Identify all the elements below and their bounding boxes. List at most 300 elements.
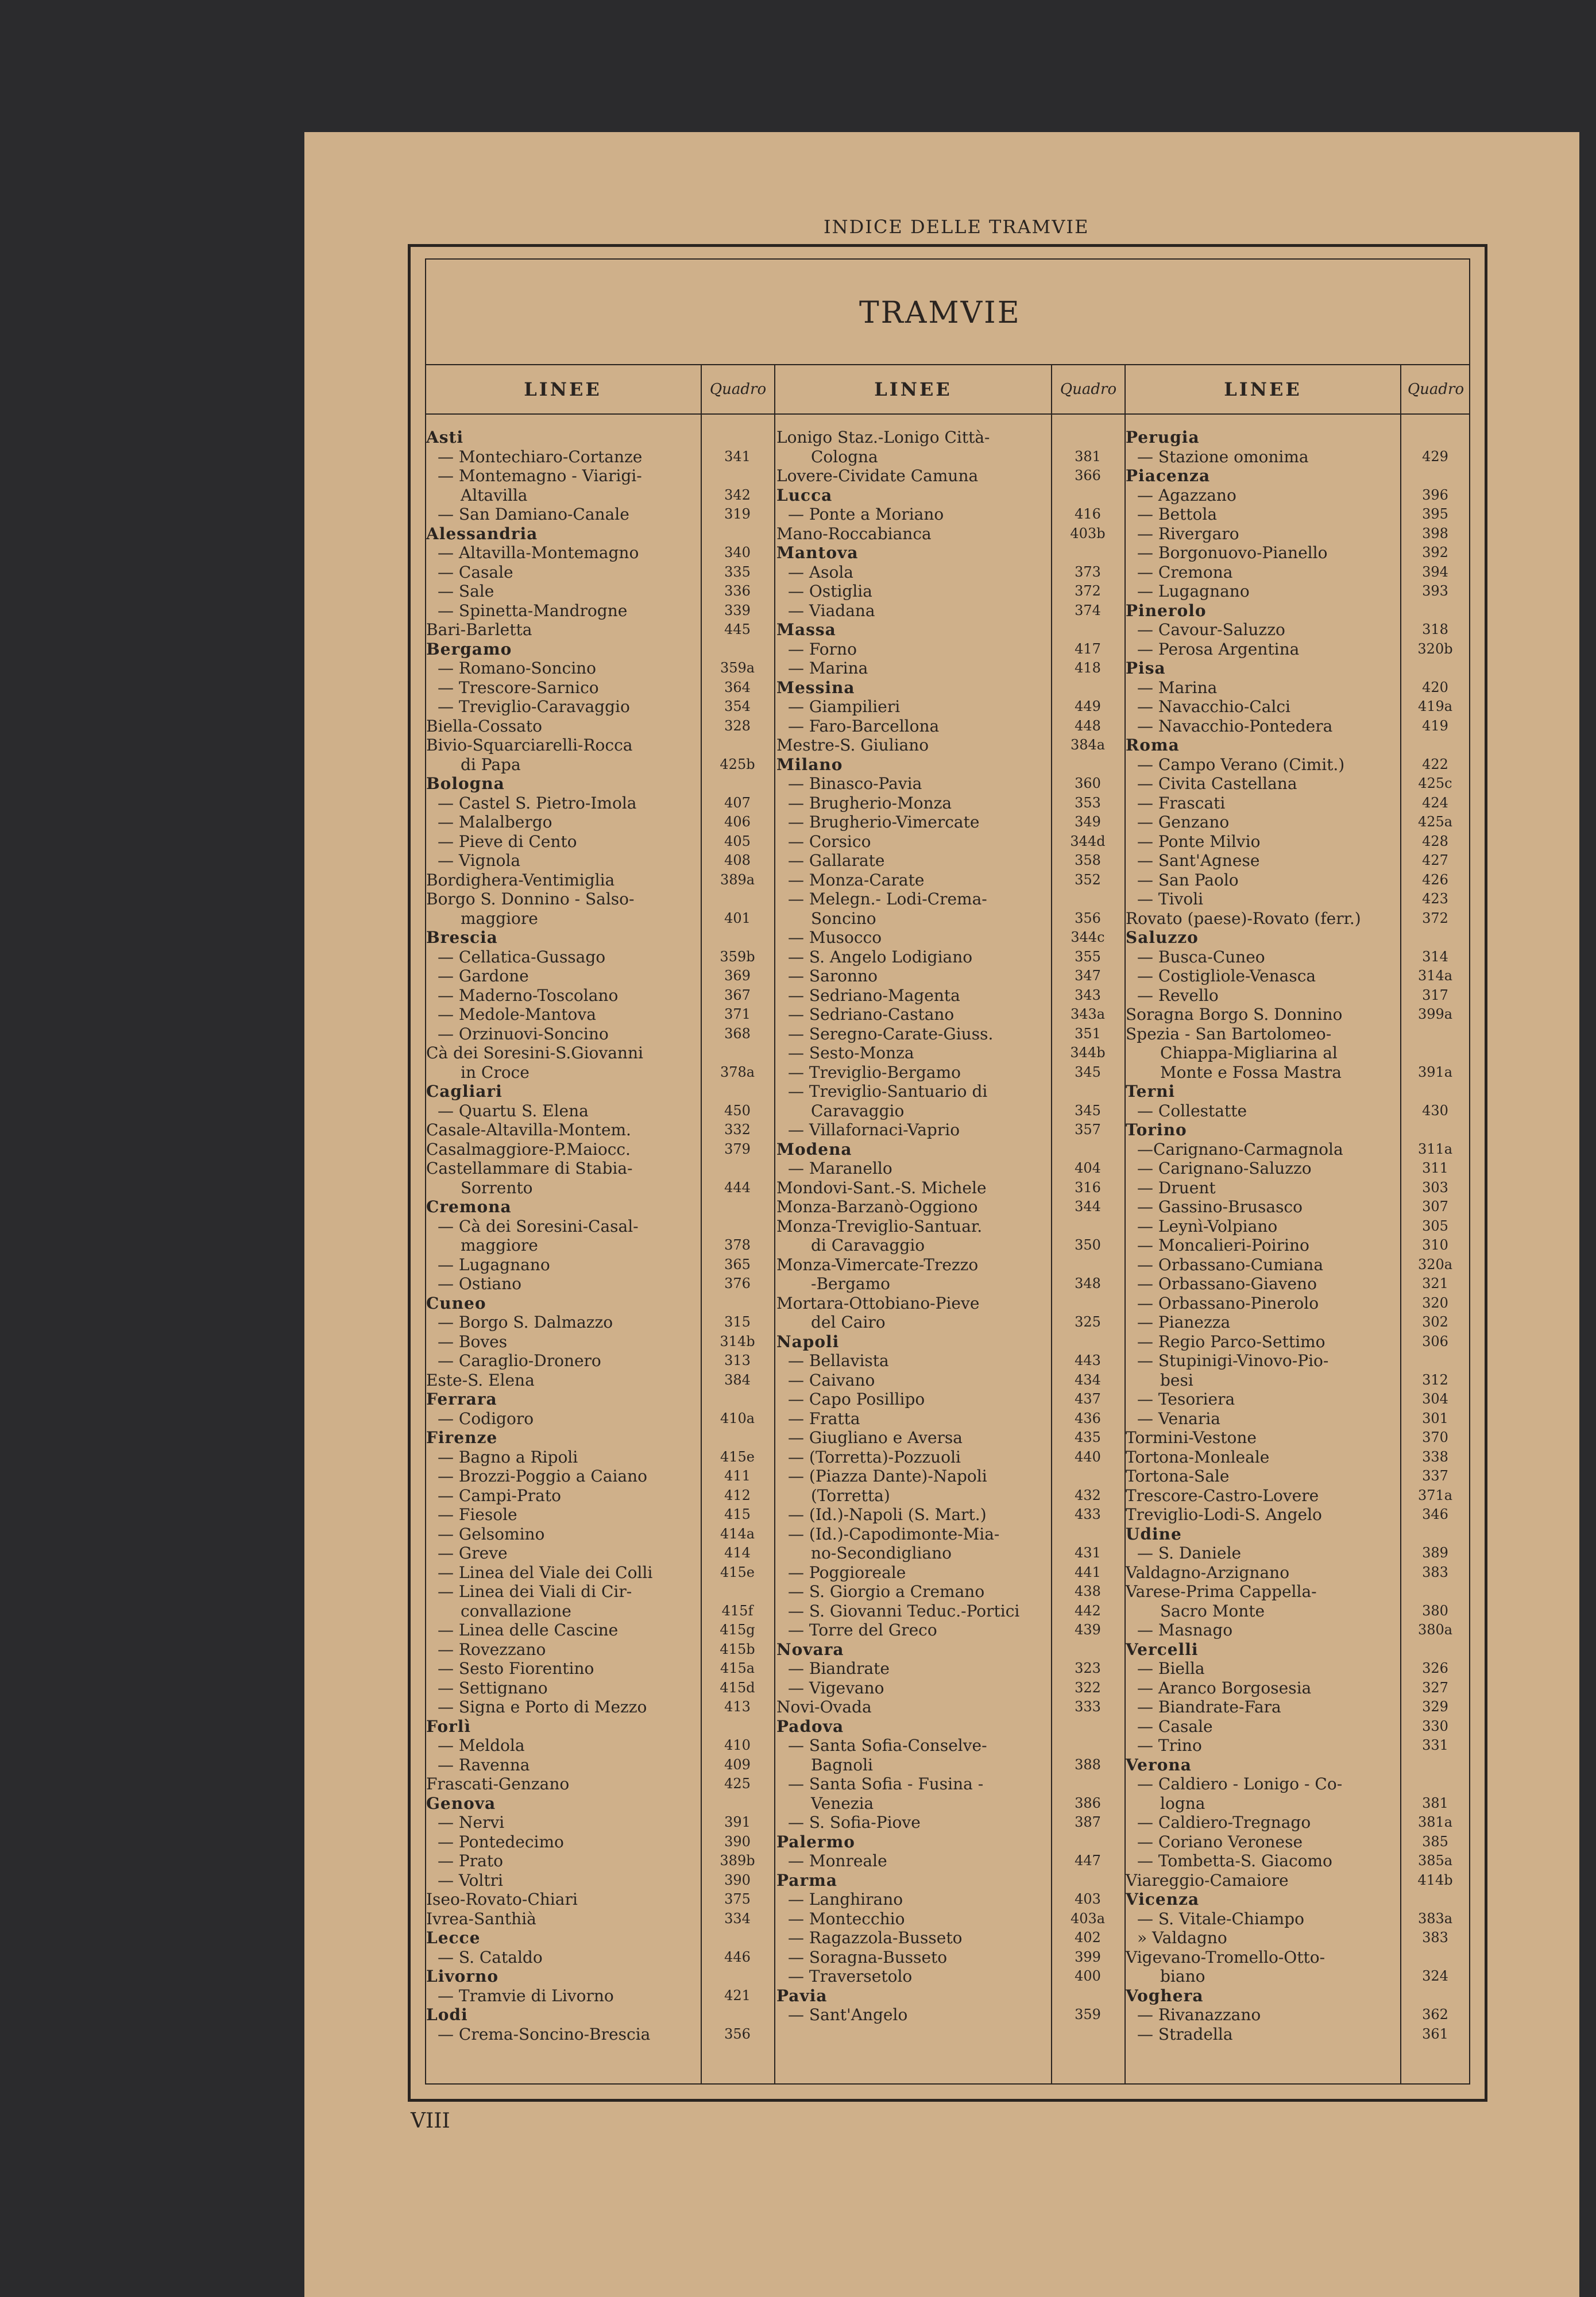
line-name: — Perosa Argentina bbox=[1137, 639, 1300, 659]
line-name: — Cellatica-Gussago bbox=[438, 947, 606, 966]
index-entry bbox=[1126, 986, 1470, 1006]
quadro-number: 356 bbox=[1075, 910, 1101, 926]
quadro-number: 353 bbox=[1075, 794, 1101, 811]
index-entry bbox=[426, 1679, 774, 1698]
quadro-number: 336 bbox=[724, 583, 751, 599]
line-name: — Treviglio-Caravaggio bbox=[438, 697, 630, 716]
index-entry bbox=[426, 948, 774, 967]
index-entry bbox=[1126, 774, 1470, 794]
index-entry bbox=[426, 1024, 774, 1044]
quadro-number: 379 bbox=[724, 1140, 751, 1157]
city-name: Messina bbox=[776, 678, 855, 697]
quadro-number: 303 bbox=[1422, 1179, 1448, 1196]
quadro-number: 371 bbox=[724, 1006, 751, 1022]
line-name: besi bbox=[1160, 1370, 1193, 1390]
index-entry bbox=[1126, 1294, 1470, 1313]
quadro-number: 447 bbox=[1075, 1853, 1101, 1869]
quadro-number: 338 bbox=[1422, 1448, 1448, 1465]
quadro-number: 440 bbox=[1075, 1448, 1101, 1465]
index-entry bbox=[1126, 1679, 1470, 1698]
index-entry bbox=[1126, 1948, 1470, 1967]
quadro-number: 350 bbox=[1075, 1237, 1101, 1253]
index-entry bbox=[426, 678, 774, 698]
city-name: Forlì bbox=[426, 1716, 472, 1736]
line-name: — Masnago bbox=[1137, 1621, 1233, 1639]
quadro-number: 364 bbox=[724, 679, 751, 695]
index-entry bbox=[776, 1851, 1124, 1871]
line-name: — Bagno a Ripoli bbox=[438, 1447, 578, 1467]
index-entry bbox=[776, 447, 1124, 467]
page-title: TRAMVIE bbox=[859, 296, 1021, 330]
line-name: — Biella bbox=[1137, 1659, 1205, 1678]
line-name: — Seregno-Carate-Giuss. bbox=[788, 1024, 994, 1043]
city-name: Livorno bbox=[426, 1967, 499, 1986]
index-entry bbox=[426, 1043, 774, 1063]
city-name: Firenze bbox=[426, 1428, 498, 1447]
index-entry bbox=[426, 1851, 774, 1871]
index-entry bbox=[776, 1544, 1124, 1563]
line-name: -Bergamo bbox=[811, 1274, 891, 1293]
quadro-number: 450 bbox=[724, 1102, 751, 1119]
line-name: — (Id.)-Capodimonte-Mia- bbox=[788, 1524, 1000, 1544]
city-name: Cuneo bbox=[426, 1293, 486, 1313]
index-entry bbox=[426, 2025, 774, 2044]
index-entry bbox=[1126, 582, 1470, 601]
city-name: Pisa bbox=[1126, 659, 1166, 678]
city-heading bbox=[1126, 1755, 1470, 1775]
line-name: — Pieve di Cento bbox=[438, 832, 577, 851]
index-entry bbox=[426, 1101, 774, 1121]
index-entry bbox=[426, 813, 774, 832]
index-entry bbox=[1126, 1967, 1470, 1986]
quadro-number: 316 bbox=[1075, 1179, 1101, 1196]
line-name: — Bettola bbox=[1137, 505, 1218, 524]
index-entry bbox=[1126, 2025, 1470, 2044]
line-name: Iseo-Rovato-Chiari bbox=[426, 1890, 578, 1909]
line-name: » Valdagno bbox=[1137, 1928, 1227, 1947]
line-name: — Codigoro bbox=[438, 1409, 534, 1428]
city-name: Roma bbox=[1126, 736, 1180, 755]
line-name: — Maranello bbox=[788, 1159, 892, 1178]
index-entry bbox=[426, 1120, 774, 1140]
line-name: — Malalbergo bbox=[438, 813, 552, 832]
line-name: — Brozzi-Poggio a Caiano bbox=[438, 1467, 648, 1486]
line-name: Casale-Altavilla-Montem. bbox=[426, 1120, 631, 1139]
quadro-number: 383a bbox=[1417, 1910, 1453, 1927]
quadro-number: 407 bbox=[724, 794, 751, 811]
city-heading bbox=[426, 1967, 774, 1986]
quadro-number: 381a bbox=[1417, 1814, 1453, 1830]
index-entry bbox=[1126, 1101, 1470, 1121]
quadro-number: 319 bbox=[724, 506, 751, 522]
quadro-number: 361 bbox=[1422, 2025, 1448, 2042]
line-name: Tortona-Monleale bbox=[1126, 1447, 1270, 1467]
index-entry bbox=[776, 640, 1124, 659]
quadro-number: 432 bbox=[1075, 1487, 1101, 1503]
index-entry bbox=[1126, 1217, 1470, 1236]
line-name: — Meldola bbox=[438, 1736, 525, 1755]
city-name: Torino bbox=[1126, 1120, 1187, 1139]
line-name: — Viadana bbox=[788, 601, 875, 620]
index-entry bbox=[1126, 1313, 1470, 1332]
index-entry bbox=[776, 986, 1124, 1006]
quadro-number: 403 bbox=[1075, 1891, 1101, 1907]
line-name: Tormini-Vestone bbox=[1126, 1428, 1257, 1447]
index-entry bbox=[1126, 717, 1470, 736]
quadro-number: 311 bbox=[1422, 1160, 1448, 1176]
city-heading bbox=[776, 486, 1124, 505]
quadro-number: 322 bbox=[1075, 1679, 1101, 1696]
index-entry bbox=[426, 1505, 774, 1525]
index-entry bbox=[776, 1159, 1124, 1178]
quadro-number: 390 bbox=[724, 1871, 751, 1888]
quadro-number: 325 bbox=[1075, 1314, 1101, 1330]
quadro-number: 320b bbox=[1417, 640, 1453, 657]
line-name: Chiappa-Migliarina al bbox=[1160, 1043, 1338, 1062]
line-name: — Marina bbox=[1137, 678, 1218, 697]
line-name: in Croce bbox=[461, 1062, 530, 1082]
index-entry bbox=[776, 1024, 1124, 1044]
city-name: Asti bbox=[426, 428, 464, 447]
city-name: Bergamo bbox=[426, 639, 512, 659]
index-entry bbox=[426, 1467, 774, 1486]
line-name: Biella-Cossato bbox=[426, 716, 542, 736]
index-entry bbox=[1126, 1428, 1470, 1448]
quadro-number: 411 bbox=[724, 1468, 751, 1484]
city-name: Pinerolo bbox=[1126, 601, 1207, 620]
index-entry bbox=[426, 1813, 774, 1832]
quadro-number: 388 bbox=[1075, 1756, 1101, 1773]
index-column-1 bbox=[426, 428, 774, 2044]
quadro-number: 314a bbox=[1417, 968, 1453, 984]
index-entry bbox=[776, 1390, 1124, 1409]
line-name: — Orbassano-Pinerolo bbox=[1137, 1293, 1319, 1313]
index-entry bbox=[776, 1101, 1124, 1121]
line-name: — Castel S. Pietro-Imola bbox=[438, 793, 637, 813]
city-heading bbox=[1126, 659, 1470, 678]
index-entry bbox=[776, 1697, 1124, 1717]
quadro-number: 410 bbox=[724, 1737, 751, 1753]
quadro-number: 360 bbox=[1075, 775, 1101, 791]
quadro-number: 414b bbox=[1417, 1871, 1453, 1888]
line-name: — Montecchio bbox=[788, 1909, 905, 1928]
line-name: — Coriano Veronese bbox=[1137, 1832, 1303, 1851]
line-name: — Vigevano bbox=[788, 1678, 884, 1697]
line-name: Rovato (paese)-Rovato (ferr.) bbox=[1126, 908, 1361, 928]
index-entry bbox=[426, 1063, 774, 1082]
line-name: Ivrea-Santhià bbox=[426, 1909, 536, 1928]
page-number: VIII bbox=[411, 2109, 450, 2133]
city-heading bbox=[426, 524, 774, 544]
line-name: — Tramvie di Livorno bbox=[438, 1986, 614, 2005]
city-heading bbox=[1126, 736, 1470, 755]
city-name: Napoli bbox=[776, 1332, 840, 1351]
quadro-number: 372 bbox=[1422, 910, 1448, 926]
index-entry bbox=[426, 1909, 774, 1929]
index-entry bbox=[776, 948, 1124, 967]
quadro-number: 406 bbox=[724, 814, 751, 830]
index-entry bbox=[776, 466, 1124, 486]
line-name: Cà dei Soresini-S.Giovanni bbox=[426, 1043, 643, 1062]
line-name: — Revello bbox=[1137, 985, 1219, 1005]
index-entry bbox=[426, 1697, 774, 1717]
quadro-number: 386 bbox=[1075, 1795, 1101, 1811]
index-entry bbox=[1126, 1409, 1470, 1429]
quadro-number: 346 bbox=[1422, 1506, 1448, 1522]
index-entry bbox=[1126, 697, 1470, 717]
quadro-number: 394 bbox=[1422, 563, 1448, 580]
index-entry bbox=[426, 1274, 774, 1294]
quadro-number: 359b bbox=[720, 948, 755, 965]
index-entry bbox=[776, 1063, 1124, 1082]
quadro-number: 359a bbox=[720, 660, 755, 676]
city-name: Novara bbox=[776, 1639, 844, 1659]
quadro-number: 337 bbox=[1422, 1468, 1448, 1484]
index-entry bbox=[1126, 1505, 1470, 1525]
quadro-number: 313 bbox=[724, 1352, 751, 1368]
city-heading bbox=[776, 1717, 1124, 1737]
line-name: — Gassino-Brusasco bbox=[1137, 1197, 1303, 1216]
quadro-number: 414a bbox=[720, 1525, 755, 1542]
line-name: — Asola bbox=[788, 562, 853, 582]
index-entry bbox=[776, 505, 1124, 524]
line-name: — Melegn.- Lodi-Crema- bbox=[788, 890, 987, 908]
quadro-number: 348 bbox=[1075, 1275, 1101, 1291]
line-name: Lonigo Staz.-Lonigo Città- bbox=[776, 428, 990, 447]
line-name: — San Damiano-Canale bbox=[438, 505, 629, 524]
city-name: Lecce bbox=[426, 1928, 481, 1947]
index-entry bbox=[776, 1505, 1124, 1525]
quadro-number: 415b bbox=[720, 1641, 755, 1657]
quadro-number: 368 bbox=[724, 1025, 751, 1042]
line-name: — Monza-Carate bbox=[788, 870, 925, 890]
quadro-number: 417 bbox=[1075, 640, 1101, 657]
index-entry bbox=[426, 1621, 774, 1640]
line-name: Varese-Prima Cappella- bbox=[1126, 1582, 1317, 1601]
quadro-number: 396 bbox=[1422, 486, 1448, 503]
line-name: — Treviglio-Santuario di bbox=[788, 1082, 988, 1101]
quadro-number: 301 bbox=[1422, 1410, 1448, 1426]
line-name: — Leynì-Volpiano bbox=[1137, 1216, 1278, 1236]
line-name: maggiore bbox=[461, 1236, 538, 1255]
line-name: Monza-Treviglio-Santuar. bbox=[776, 1216, 983, 1236]
index-entry bbox=[426, 601, 774, 621]
quadro-number: 378a bbox=[720, 1064, 755, 1080]
index-entry bbox=[426, 736, 774, 755]
quadro-number: 383 bbox=[1422, 1929, 1448, 1946]
quadro-number: 403a bbox=[1070, 1910, 1106, 1927]
city-heading bbox=[426, 2005, 774, 2025]
index-entry bbox=[1126, 1909, 1470, 1929]
quadro-number: 443 bbox=[1075, 1352, 1101, 1368]
city-heading bbox=[1126, 428, 1470, 447]
index-entry bbox=[1126, 563, 1470, 582]
quadro-number: 347 bbox=[1075, 968, 1101, 984]
quadro-number: 314 bbox=[1422, 948, 1448, 965]
quadro-number: 385a bbox=[1417, 1853, 1453, 1869]
city-name: Genova bbox=[426, 1793, 496, 1813]
line-name: — Sedriano-Castano bbox=[788, 1005, 954, 1024]
index-entry bbox=[776, 1659, 1124, 1679]
line-name: — Campi-Prato bbox=[438, 1486, 561, 1505]
line-name: — Nervi bbox=[438, 1813, 505, 1832]
city-name: Modena bbox=[776, 1139, 852, 1159]
index-entry bbox=[776, 1621, 1124, 1640]
index-entry bbox=[1126, 813, 1470, 832]
quadro-number: 442 bbox=[1075, 1602, 1101, 1619]
city-heading bbox=[1126, 1120, 1470, 1140]
quadro-number: 402 bbox=[1075, 1929, 1101, 1946]
index-entry bbox=[776, 1679, 1124, 1698]
line-name: — Maderno-Toscolano bbox=[438, 985, 619, 1005]
quadro-number: 343 bbox=[1075, 987, 1101, 1003]
quadro-number: 419a bbox=[1417, 698, 1453, 714]
index-entry bbox=[1126, 1274, 1470, 1294]
quadro-number: 366 bbox=[1075, 467, 1101, 484]
index-entry bbox=[1126, 1448, 1470, 1467]
city-name: Pavia bbox=[776, 1986, 828, 2005]
quadro-number: 320a bbox=[1417, 1256, 1453, 1273]
quadro-number: 356 bbox=[724, 2025, 751, 2042]
line-name: Mestre-S. Giuliano bbox=[776, 736, 929, 755]
line-name: — Linea dei Viali di Cir- bbox=[438, 1582, 632, 1601]
quadro-number: 415 bbox=[724, 1506, 751, 1522]
line-name: Mortara-Ottobiano-Pieve bbox=[776, 1293, 980, 1313]
line-name: — (Torretta)-Pozzuoli bbox=[788, 1447, 961, 1467]
city-heading bbox=[776, 1140, 1124, 1159]
index-entry bbox=[776, 966, 1124, 986]
quadro-number: 438 bbox=[1075, 1583, 1101, 1599]
line-name: — Settignano bbox=[438, 1678, 548, 1697]
quadro-number: 372 bbox=[1075, 583, 1101, 599]
index-entry bbox=[776, 794, 1124, 813]
city-heading bbox=[1126, 466, 1470, 486]
line-name: Bari-Barletta bbox=[426, 620, 532, 639]
index-entry bbox=[426, 794, 774, 813]
line-name: — Rivanazzano bbox=[1137, 2005, 1261, 2024]
index-entry bbox=[776, 1274, 1124, 1294]
line-name: Spezia - San Bartolomeo- bbox=[1126, 1024, 1332, 1043]
line-name: — Navacchio-Calci bbox=[1137, 697, 1290, 716]
index-entry bbox=[776, 1448, 1124, 1467]
index-entry bbox=[776, 1043, 1124, 1063]
running-head: INDICE DELLE TRAMVIE bbox=[824, 216, 1089, 238]
city-name: Alessandria bbox=[426, 524, 538, 543]
index-entry bbox=[426, 851, 774, 871]
quadro-number: 373 bbox=[1075, 563, 1101, 580]
quadro-number: 362 bbox=[1422, 2006, 1448, 2023]
quadro-number: 401 bbox=[724, 910, 751, 926]
index-entry bbox=[776, 1755, 1124, 1775]
index-entry bbox=[426, 1236, 774, 1255]
index-entry bbox=[1126, 1659, 1470, 1679]
city-heading bbox=[1126, 1640, 1470, 1660]
quadro-number: 391a bbox=[1417, 1064, 1453, 1080]
quadro-number: 415a bbox=[720, 1660, 755, 1676]
line-name: — Stazione omonima bbox=[1137, 447, 1309, 466]
line-name: — Brugherio-Monza bbox=[788, 793, 952, 813]
index-entry bbox=[426, 1486, 774, 1506]
quadro-number: 436 bbox=[1075, 1410, 1101, 1426]
line-name: — Fratta bbox=[788, 1409, 860, 1428]
quadro-number: 374 bbox=[1075, 602, 1101, 618]
quadro-number: 370 bbox=[1422, 1429, 1448, 1445]
index-entry bbox=[776, 1294, 1124, 1313]
line-name: — Saronno bbox=[788, 966, 878, 985]
index-entry bbox=[426, 1890, 774, 1909]
quadro-number: 376 bbox=[724, 1275, 751, 1291]
quadro-number: 345 bbox=[1075, 1064, 1101, 1080]
quadro-number: 385 bbox=[1422, 1833, 1448, 1850]
city-heading bbox=[426, 928, 774, 948]
line-name: — Pontedecimo bbox=[438, 1832, 564, 1851]
index-entry bbox=[776, 909, 1124, 929]
city-heading bbox=[1126, 1082, 1470, 1101]
quadro-number: 445 bbox=[724, 621, 751, 637]
line-name: — Sant'Agnese bbox=[1137, 851, 1260, 870]
index-entry bbox=[776, 1890, 1124, 1909]
header-linee-3: LINEE bbox=[1224, 378, 1302, 400]
quadro-number: 323 bbox=[1075, 1660, 1101, 1676]
index-entry bbox=[1126, 1813, 1470, 1832]
index-entry bbox=[1126, 1717, 1470, 1737]
city-heading bbox=[776, 1871, 1124, 1890]
quadro-number: 415e bbox=[720, 1448, 755, 1465]
quadro-number: 384 bbox=[724, 1371, 751, 1388]
quadro-number: 359 bbox=[1075, 2006, 1101, 2023]
index-entry bbox=[426, 1332, 774, 1352]
index-entry bbox=[776, 832, 1124, 852]
line-name: — S. Sofia-Piove bbox=[788, 1813, 921, 1832]
index-entry bbox=[426, 1948, 774, 1967]
line-name: — Giampilieri bbox=[788, 697, 901, 716]
line-name: Sacro Monte bbox=[1160, 1601, 1265, 1621]
line-name: — Treviglio-Bergamo bbox=[788, 1062, 961, 1082]
index-entry bbox=[426, 1871, 774, 1890]
header-linee-1: LINEE bbox=[524, 378, 602, 400]
index-entry bbox=[1126, 890, 1470, 909]
index-entry bbox=[426, 466, 774, 486]
line-name: — Corsico bbox=[788, 832, 871, 851]
line-name: — S. Cataldo bbox=[438, 1947, 543, 1967]
index-entry bbox=[776, 1602, 1124, 1621]
line-name: — Aranco Borgosesia bbox=[1137, 1678, 1312, 1697]
quadro-number: 405 bbox=[724, 833, 751, 849]
line-name: Caravaggio bbox=[811, 1101, 905, 1120]
quadro-number: 344c bbox=[1071, 929, 1105, 945]
quadro-number: 400 bbox=[1075, 1968, 1101, 1984]
index-entry bbox=[1126, 1851, 1470, 1871]
quadro-number: 317 bbox=[1422, 987, 1448, 1003]
city-heading bbox=[426, 428, 774, 447]
quadro-number: 378 bbox=[724, 1237, 751, 1253]
quadro-number: 333 bbox=[1075, 1699, 1101, 1715]
quadro-number: 392 bbox=[1422, 544, 1448, 560]
index-entry bbox=[776, 1178, 1124, 1198]
index-entry bbox=[1126, 1159, 1470, 1178]
index-entry bbox=[776, 1967, 1124, 1986]
line-name: di Caravaggio bbox=[811, 1236, 925, 1255]
index-entry bbox=[426, 1178, 774, 1198]
index-entry bbox=[426, 1371, 774, 1390]
quadro-number: 369 bbox=[724, 968, 751, 984]
quadro-number: 332 bbox=[724, 1122, 751, 1138]
index-entry bbox=[1126, 794, 1470, 813]
quadro-number: 321 bbox=[1422, 1275, 1448, 1291]
line-name: — Tesoriera bbox=[1137, 1390, 1235, 1409]
city-heading bbox=[426, 640, 774, 659]
quadro-number: 422 bbox=[1422, 756, 1448, 772]
